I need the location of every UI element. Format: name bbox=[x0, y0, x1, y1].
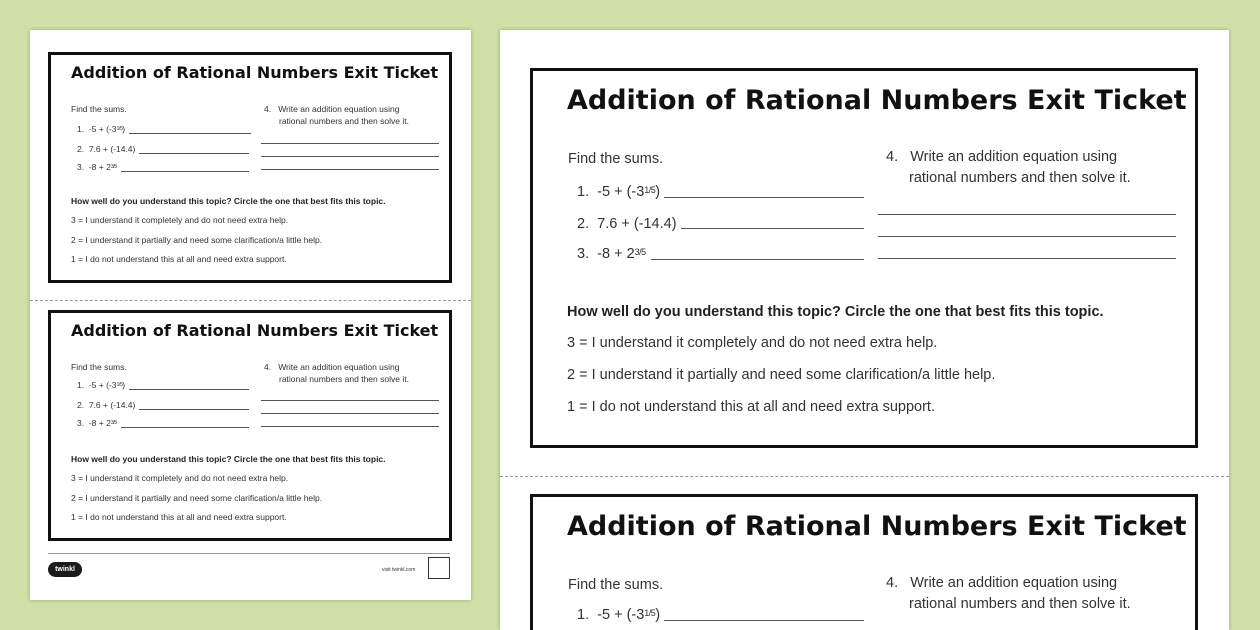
answer-line-3[interactable] bbox=[651, 259, 864, 260]
cut-line bbox=[30, 300, 471, 301]
equation-line-2[interactable] bbox=[261, 156, 439, 157]
question-1: 1. $-5 + (-3^{1/5})$ bbox=[577, 184, 661, 200]
level-3-option[interactable]: 3 = I understand it completely and do not need extra help. bbox=[71, 215, 289, 225]
question-4: 4. Write an addition equation using bbox=[886, 575, 1118, 591]
question-2: 2. 7.6 + (-14.4) bbox=[577, 216, 677, 232]
cut-line bbox=[500, 476, 1229, 477]
question-4: 4. Write an addition equation using bbox=[264, 104, 400, 114]
find-sums-label: Find the sums. bbox=[568, 151, 664, 167]
question-2: 2. 7.6 + (-14.4) bbox=[77, 144, 136, 154]
answer-line-1[interactable] bbox=[129, 133, 251, 134]
footer-url: visit twinkl.com bbox=[382, 567, 416, 573]
worksheet-preview-small bbox=[30, 30, 471, 600]
question-4: 4. Write an addition equation using bbox=[886, 149, 1118, 165]
level-3-option[interactable]: 3 = I understand it completely and do not need extra help. bbox=[567, 335, 938, 351]
level-1-option[interactable]: 1 = I do not understand this at all and need extra support. bbox=[71, 512, 287, 522]
question-2: 2. 7.6 + (-14.4) bbox=[77, 400, 136, 410]
worksheet-zoomed bbox=[500, 30, 1229, 630]
level-1-option[interactable]: 1 = I do not understand this at all and need extra support. bbox=[71, 254, 287, 264]
footer-divider bbox=[48, 553, 450, 554]
equation-line-1[interactable] bbox=[261, 143, 439, 144]
answer-line-3[interactable] bbox=[121, 171, 249, 172]
equation-line-3[interactable] bbox=[261, 169, 439, 170]
understanding-prompt: How well do you understand this topic? Circle the one that best fits this topic. bbox=[567, 304, 1104, 320]
ticket-title: Addition of Rational Numbers Exit Ticket bbox=[71, 63, 439, 82]
answer-line-2[interactable] bbox=[681, 228, 864, 229]
find-sums-label: Find the sums. bbox=[71, 362, 127, 372]
question-1: 1. $-5 + (-3^{1/5})$ bbox=[77, 380, 126, 390]
twinkl-logo: twinkl bbox=[48, 562, 82, 577]
question-4: 4. Write an addition equation using bbox=[264, 362, 400, 372]
question-1: 1. $-5 + (-3^{1/5})$ bbox=[77, 124, 126, 134]
equation-line-1[interactable] bbox=[261, 400, 439, 401]
answer-line-1[interactable] bbox=[129, 389, 249, 390]
ticket-title: Addition of Rational Numbers Exit Ticket bbox=[71, 321, 439, 340]
exit-ticket-small-2 bbox=[48, 310, 452, 541]
understanding-prompt: How well do you understand this topic? Circle the one that best fits this topic. bbox=[71, 196, 386, 206]
ticket-title: Addition of Rational Numbers Exit Ticket bbox=[567, 85, 1187, 116]
question-3: 3. $-8 + 2^{3/5}$ bbox=[577, 246, 646, 262]
equation-line-2[interactable] bbox=[261, 413, 439, 414]
equation-line-3[interactable] bbox=[878, 258, 1176, 259]
find-sums-label: Find the sums. bbox=[568, 577, 664, 593]
level-1-option[interactable]: 1 = I do not understand this at all and need extra support. bbox=[567, 399, 935, 415]
level-3-option[interactable]: 3 = I understand it completely and do not need extra help. bbox=[71, 473, 289, 483]
level-2-option[interactable]: 2 = I understand it partially and need some clarification/a little help. bbox=[71, 493, 323, 503]
equation-line-1[interactable] bbox=[878, 214, 1176, 215]
question-4-line2: rational numbers and then solve it. bbox=[909, 170, 1131, 186]
question-4-line2: rational numbers and then solve it. bbox=[279, 116, 409, 126]
equation-line-3[interactable] bbox=[261, 426, 439, 427]
exit-ticket-small-1 bbox=[48, 52, 452, 283]
answer-line-2[interactable] bbox=[139, 153, 249, 154]
understanding-prompt: How well do you understand this topic? Circle the one that best fits this topic. bbox=[71, 454, 386, 464]
quality-badge-icon bbox=[428, 557, 450, 579]
level-2-option[interactable]: 2 = I understand it partially and need some clarification/a little help. bbox=[71, 235, 323, 245]
exit-ticket-large-2 bbox=[530, 494, 1198, 630]
equation-line-2[interactable] bbox=[878, 236, 1176, 237]
answer-line-1[interactable] bbox=[664, 197, 864, 198]
answer-line-2[interactable] bbox=[139, 409, 249, 410]
question-4-line2: rational numbers and then solve it. bbox=[909, 596, 1131, 612]
exit-ticket-large-1 bbox=[530, 68, 1198, 448]
answer-line-3[interactable] bbox=[121, 427, 249, 428]
answer-line-1[interactable] bbox=[664, 620, 864, 621]
question-3: 3. $-8 + 2^{3/5}$ bbox=[77, 162, 117, 172]
question-4-line2: rational numbers and then solve it. bbox=[279, 374, 409, 384]
question-3: 3. $-8 + 2^{3/5}$ bbox=[77, 418, 117, 428]
find-sums-label: Find the sums. bbox=[71, 104, 127, 114]
ticket-title: Addition of Rational Numbers Exit Ticket bbox=[567, 511, 1187, 542]
level-2-option[interactable]: 2 = I understand it partially and need some clarification/a little help. bbox=[567, 367, 996, 383]
question-1: 1. $-5 + (-3^{1/5})$ bbox=[577, 607, 661, 623]
